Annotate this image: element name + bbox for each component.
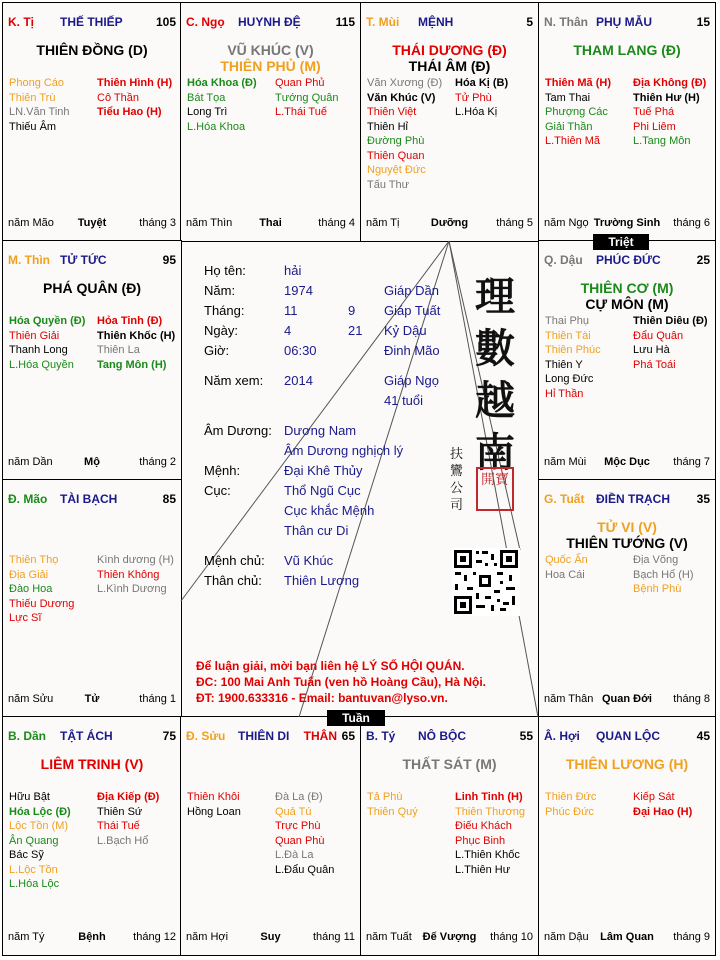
minor-star: Địa Giải — [9, 568, 49, 581]
contact-address: ĐC: 100 Mai Anh Tuấn (ven hồ Hoàng Cầu), Hà Nội. — [196, 675, 487, 689]
calligraphy-char: 南 — [475, 429, 515, 476]
info-value-lunar: 21 — [348, 323, 363, 338]
palace-branch: Đ. Mão — [8, 492, 48, 506]
minor-star: Đại Hao (H) — [633, 805, 693, 818]
palace-name: TẬT ÁCH — [60, 729, 113, 743]
lunar-year: năm Dần — [8, 456, 53, 468]
minor-star: Thai Phụ — [545, 315, 590, 327]
minor-star: Thiếu Âm — [9, 120, 57, 133]
minor-star: Thiên Phúc — [545, 344, 601, 356]
minor-star: Thiên Thọ — [9, 554, 59, 566]
minor-star: Phi Liêm — [633, 120, 676, 133]
cuc-label: Cục: — [204, 483, 231, 498]
minor-star: L.Đà La — [275, 849, 314, 861]
minor-star: L.Hóa Kị — [455, 106, 498, 118]
main-star: THIÊN PHỦ (M) — [220, 58, 321, 74]
lunar-month: tháng 8 — [673, 693, 710, 705]
minor-star: Thiên Không — [97, 568, 160, 581]
minor-star: Hoa Cái — [545, 568, 585, 581]
red-seal: 開寶 — [476, 467, 514, 511]
minor-star: Tuế Phá — [633, 106, 675, 118]
lunar-month: tháng 3 — [139, 217, 176, 229]
minor-star: Hồng Loan — [187, 805, 241, 818]
am-duong-note: Âm Dương nghịch lý — [284, 443, 404, 458]
minor-star: Văn Khúc (V) — [367, 91, 436, 104]
calligraphy-logo — [470, 271, 520, 479]
minor-star: Văn Xương (Đ) — [367, 77, 443, 89]
palace-name: MỆNH — [418, 15, 454, 29]
minor-star: Đẩu Quân — [633, 329, 684, 342]
lunar-year: năm Thìn — [186, 217, 233, 229]
info-can-chi: Đinh Mão — [384, 343, 440, 358]
than-chu-label: Thân chủ: — [204, 573, 262, 588]
palace-branch: C. Ngọ — [186, 15, 225, 29]
palace-age: 35 — [696, 492, 710, 506]
info-can-chi: Kỷ Dậu — [384, 323, 427, 338]
minor-star: L.Thiên Khốc — [455, 849, 520, 861]
minor-star: Tiểu Hao (H) — [97, 106, 162, 118]
cuc-note: Cục khắc Mệnh — [284, 503, 375, 518]
info-can-chi: Giáp Dần — [384, 283, 439, 298]
minor-star: Hóa Khoa (Đ) — [187, 77, 257, 89]
center-info-panel — [180, 241, 538, 717]
info-label: Họ tên: — [204, 263, 246, 278]
minor-star: Đà La (Đ) — [275, 791, 323, 803]
lunar-year: năm Dậu — [544, 931, 589, 943]
tuan-tag: Tuần — [327, 710, 385, 726]
palace-branch: T. Mùi — [366, 15, 400, 29]
minor-star: Hóa Lộc (Đ) — [9, 805, 71, 818]
minor-star: Phong Cáo — [9, 77, 65, 89]
info-value: 4 — [284, 323, 292, 338]
minor-star: Thiên Việt — [367, 106, 417, 118]
palace-branch: G. Tuất — [544, 492, 585, 506]
minor-star: Thiên Hình (H) — [97, 77, 173, 89]
calligraphy-char: 理 — [475, 273, 515, 320]
info-value: 06:30 — [284, 343, 317, 358]
lunar-year: năm Mùi — [544, 456, 587, 468]
lunar-year: năm Tuất — [366, 931, 412, 943]
minor-star: Địa Không (Đ) — [633, 77, 707, 89]
minor-star: Quan Phù — [275, 834, 325, 847]
minor-star: L.Hóa Khoa — [187, 120, 246, 133]
minor-star: Tang Môn (H) — [97, 358, 167, 371]
minor-star: Quốc Ấn — [545, 554, 588, 566]
info-value: 11 — [284, 303, 298, 318]
main-star: VŨ KHÚC (V) — [227, 42, 314, 58]
minor-star: Long Trì — [187, 106, 228, 118]
menh-value: Đại Khê Thủy — [284, 463, 363, 478]
minor-star: L.Bạch Hổ — [97, 834, 149, 847]
minor-star: L.Thiên Hư — [455, 863, 511, 876]
palace-branch: B. Dần — [8, 729, 47, 743]
lunar-month: tháng 9 — [673, 931, 710, 943]
minor-star: Thiên Hỉ — [367, 120, 408, 133]
palace-branch: Q. Dậu — [544, 253, 583, 267]
main-star: THIÊN TƯỚNG (V) — [566, 535, 688, 551]
minor-star: Hóa Kị (B) — [455, 77, 509, 89]
minor-star: L.Tang Môn — [633, 135, 691, 147]
minor-star: Tướng Quân — [275, 91, 339, 104]
minor-star: Phá Toái — [633, 358, 676, 371]
life-stage: Quan Đới — [602, 693, 652, 705]
minor-star: Thiếu Dương — [9, 597, 75, 610]
main-star: TỬ VI (V) — [597, 519, 657, 535]
minor-star: Thanh Long — [9, 344, 68, 356]
info-label: Năm: — [204, 283, 236, 298]
minor-star: Hỏa Tinh (Đ) — [97, 315, 163, 327]
palace-branch: B. Tý — [366, 729, 396, 743]
minor-star: Bạch Hổ (H) — [633, 568, 694, 581]
age-value: 41 tuổi — [384, 393, 424, 408]
main-star: THẤT SÁT (M) — [402, 756, 497, 772]
life-stage: Mộ — [84, 456, 100, 468]
minor-star: Giải Thần — [545, 120, 593, 133]
minor-star: Địa Kiếp (Đ) — [97, 791, 160, 803]
minor-star: Thiên Quý — [367, 805, 418, 818]
nam-xem-can-chi: Giáp Ngọ — [384, 373, 439, 388]
minor-star: Lực Sĩ — [9, 612, 42, 624]
life-stage: Lâm Quan — [600, 931, 654, 943]
minor-star: Thiên Sứ — [97, 805, 143, 818]
minor-star: Thái Tuế — [97, 820, 140, 832]
palace-name: TỬ TỨC — [60, 253, 107, 267]
lunar-month: tháng 11 — [312, 931, 355, 943]
lunar-month: tháng 1 — [139, 693, 176, 705]
palace-age: 115 — [335, 15, 355, 29]
calligraphy-char: 數 — [475, 325, 515, 372]
palace-age: 5 — [526, 15, 533, 29]
main-star: PHÁ QUÂN (Đ) — [43, 280, 141, 296]
minor-star: Cô Thần — [97, 91, 139, 104]
minor-star: Linh Tinh (H) — [455, 791, 523, 803]
palace-age: 55 — [519, 729, 533, 743]
lunar-month: tháng 6 — [673, 217, 710, 229]
than-chu-value: Thiên Lương — [284, 573, 360, 588]
lunar-month: tháng 12 — [133, 931, 176, 943]
minor-star: L.Đẩu Quân — [275, 863, 335, 876]
info-value: 1974 — [284, 283, 313, 298]
qr-code — [452, 548, 520, 616]
minor-star: Tấu Thư — [367, 178, 410, 191]
nam-xem-value: 2014 — [284, 373, 313, 388]
palace-name: TÀI BẠCH — [60, 492, 118, 506]
minor-star: Tả Phù — [367, 791, 403, 803]
palace-age: 25 — [696, 253, 710, 267]
main-star: THIÊN LƯƠNG (H) — [565, 756, 689, 772]
minor-star: Tam Thai — [545, 91, 591, 104]
minor-star: Ân Quang — [9, 834, 59, 847]
minor-star: Điếu Khách — [455, 820, 512, 832]
contact-line: Để luận giải, mời bạn liên hệ LÝ SỐ HỘI QUÁN. — [196, 659, 465, 673]
info-value: hải — [284, 263, 302, 278]
palace-age: 15 — [696, 15, 710, 29]
minor-star: Thiên La — [97, 344, 140, 356]
lunar-year: năm Sửu — [8, 693, 54, 705]
main-star: THAM LANG (Đ) — [573, 42, 681, 58]
life-stage: Dưỡng — [430, 217, 469, 229]
palace-age: 105 — [155, 15, 176, 29]
palace-name: THIÊN DI — [238, 729, 290, 743]
cuc-value: Thổ Ngũ Cục — [284, 483, 361, 498]
minor-star: L.Lộc Tồn — [9, 863, 58, 876]
minor-star: Thiên Thương — [455, 805, 526, 818]
minor-star: L.Thiên Mã — [545, 135, 601, 147]
palace-name: THẾ THIẾP — [60, 15, 123, 29]
main-star: LIÊM TRINH (V) — [40, 756, 144, 772]
lunar-year: năm Tị — [366, 217, 400, 229]
life-stage: Mộc Dục — [604, 456, 650, 468]
minor-star: Thiên Tài — [545, 329, 591, 342]
info-label: Giờ: — [204, 343, 230, 358]
menh-chu-label: Mệnh chủ: — [204, 553, 265, 568]
palace-name: HUYNH ĐỆ — [238, 15, 301, 29]
lunar-year: năm Thân — [544, 693, 594, 705]
minor-star: L.Hóa Lộc — [9, 878, 60, 890]
info-can-chi: Giáp Tuất — [384, 303, 441, 318]
palace-name: ĐIỀN TRẠCH — [596, 492, 670, 506]
contact-phone-email: ĐT: 1900.633316 - Email: bantuvan@lyso.vn. — [196, 691, 448, 705]
palace-age: 65 — [341, 729, 355, 743]
lunar-year: năm Hợi — [186, 931, 229, 943]
lunar-month: tháng 7 — [673, 456, 710, 468]
minor-star: Địa Võng — [633, 554, 679, 566]
minor-star: Lộc Tồn (M) — [9, 820, 69, 832]
life-stage: Suy — [260, 931, 281, 943]
palace-branch: Â. Hợi — [544, 729, 580, 743]
lunar-year: năm Ngọ — [544, 217, 589, 229]
info-value-lunar: 9 — [348, 303, 356, 318]
palace-name: NÔ BỘC — [418, 729, 466, 743]
main-star: CỰ MÔN (M) — [585, 296, 669, 312]
minor-star: Bác Sỹ — [9, 849, 44, 861]
than-marker: THÂN — [303, 729, 337, 743]
info-label: Tháng: — [204, 303, 245, 318]
minor-star: Lưu Hà — [633, 344, 670, 356]
life-stage: Thai — [259, 217, 282, 229]
life-stage: Bệnh — [78, 931, 106, 943]
minor-star: L.Hóa Quyền — [9, 358, 74, 371]
main-star: THIÊN ĐỒNG (D) — [36, 42, 148, 58]
minor-star: Thiên Đức — [545, 791, 597, 803]
palace-branch: Đ. Sửu — [186, 729, 226, 743]
lunar-month: tháng 10 — [490, 931, 533, 943]
palace-age: 45 — [696, 729, 710, 743]
minor-star: Thiên Khốc (H) — [97, 329, 176, 342]
palace-branch: M. Thìn — [8, 253, 50, 267]
main-star: THÁI ÂM (Đ) — [408, 58, 491, 74]
main-star: THÁI DƯƠNG (Đ) — [392, 42, 507, 58]
palace-name: PHÚC ĐỨC — [596, 253, 661, 267]
nam-xem-label: Năm xem: — [204, 373, 264, 388]
minor-star: Bệnh Phù — [633, 583, 682, 595]
minor-star: Thiên Y — [545, 358, 583, 371]
minor-star: Thiên Quan — [367, 149, 425, 162]
minor-star: Thiên Diêu (Đ) — [633, 315, 708, 327]
minor-star: Quả Tú — [275, 805, 312, 818]
minor-star: Quan Phủ — [275, 77, 325, 89]
life-stage: Tuyệt — [77, 217, 107, 229]
info-label: Ngày: — [204, 323, 238, 338]
minor-star: LN.Văn Tinh — [9, 106, 70, 118]
minor-star: Thiên Khôi — [187, 791, 240, 803]
palace-age: 95 — [162, 253, 176, 267]
minor-star: Nguyệt Đức — [367, 164, 426, 176]
lunar-month: tháng 2 — [139, 456, 176, 468]
minor-star: Phượng Các — [545, 106, 608, 118]
lunar-year: năm Mão — [8, 217, 54, 229]
minor-star: Phục Binh — [455, 834, 506, 847]
palace-name: QUAN LỘC — [596, 729, 660, 743]
triet-tag: Triệt — [593, 234, 649, 250]
minor-star: Hóa Quyền (Đ) — [9, 315, 86, 327]
menh-chu-value: Vũ Khúc — [284, 553, 334, 568]
palace-age: 75 — [162, 729, 176, 743]
minor-star: Thiên Hư (H) — [633, 91, 700, 104]
minor-star: Bát Tọa — [187, 91, 226, 104]
palace-name: PHỤ MẪU — [596, 15, 652, 29]
minor-star: Trực Phù — [275, 820, 321, 832]
minor-star: L.Thái Tuế — [275, 106, 327, 118]
calligraphy-char: 越 — [475, 377, 515, 424]
am-duong-label: Âm Dương: — [204, 423, 272, 438]
lunar-month: tháng 4 — [318, 217, 355, 229]
minor-star: L.Kình Dương — [97, 583, 167, 595]
minor-star: Thiên Giải — [9, 329, 60, 342]
palace-age: 85 — [162, 492, 176, 506]
main-star: THIÊN CƠ (M) — [580, 280, 674, 296]
palace-branch: N. Thân — [544, 15, 588, 29]
minor-star: Thiên Mã (H) — [545, 77, 611, 89]
menh-label: Mệnh: — [204, 463, 241, 478]
am-duong-value: Dương Nam — [284, 423, 357, 438]
minor-star: Tử Phù — [455, 91, 492, 104]
life-stage: Đế Vượng — [422, 931, 477, 943]
than-cu-note: Thân cư Di — [284, 523, 349, 538]
minor-star: Hữu Bật — [9, 791, 50, 803]
seal-side-text: 扶鸞公司 — [450, 447, 464, 513]
lunar-year: năm Tý — [8, 931, 45, 943]
minor-star: Đường Phù — [367, 135, 425, 147]
minor-star: Long Đức — [545, 373, 594, 385]
minor-star: Kiếp Sát — [633, 791, 675, 803]
palace-branch: K. Tị — [8, 15, 34, 29]
minor-star: Hỉ Thần — [545, 387, 584, 400]
minor-star: Đào Hoa — [9, 583, 53, 595]
minor-star: Thiên Trù — [9, 91, 56, 104]
life-stage: Trường Sinh — [593, 217, 661, 229]
minor-star: Phúc Đức — [545, 805, 594, 818]
lunar-month: tháng 5 — [496, 217, 533, 229]
life-stage: Tử — [84, 693, 100, 705]
minor-star: Kình dương (H) — [97, 554, 174, 566]
